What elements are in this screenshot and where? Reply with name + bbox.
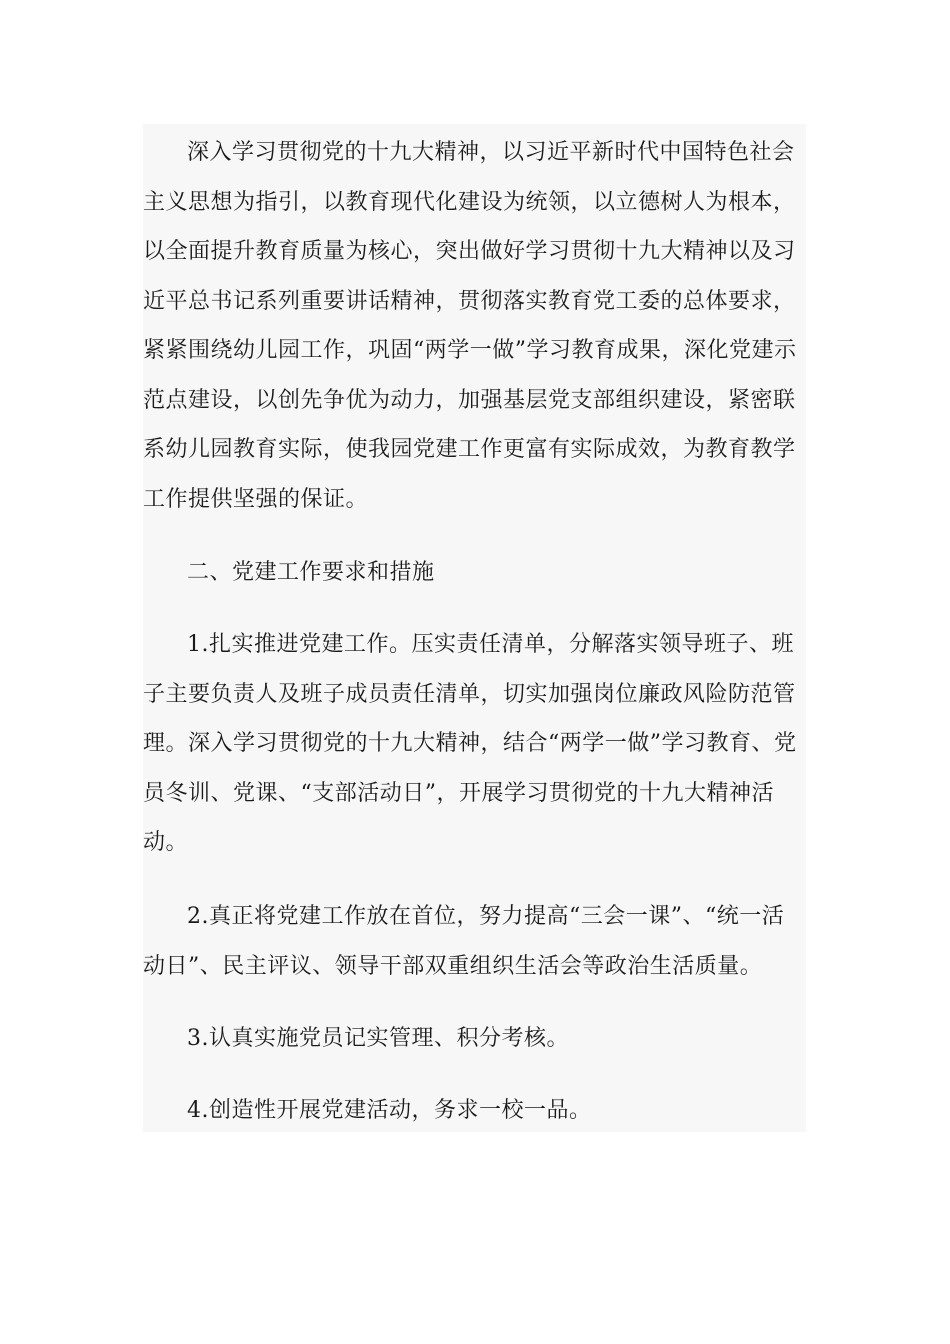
document-body (143, 124, 806, 1132)
section-heading-requirements: 二、党建工作要求和措施 (187, 560, 435, 585)
paragraph-item-3: 3.认真实施党员记实管理、积分考核。 (187, 1026, 569, 1051)
paragraph-item-1: 1.扎实推进党建工作。压实责任清单，分解落实领导班子、班子主要负责人及班子成员责任清单，切实加强岗位廉政风险防范管理。深入学习贯彻党的十九大精神，结合“两学一做”学习教育、党员冬训、党课、“支部活动日”，开展学习贯彻党的十九大精神活动。 (143, 632, 797, 855)
paragraph-item-2: 2.真正将党建工作放在首位，努力提高“三会一课”、“统一活动日”、民主评议、领导干部双重组织生活会等政治生活质量。 (143, 904, 785, 979)
paragraph-item-4: 4.创造性开展党建活动，务求一校一品。 (187, 1098, 592, 1123)
paragraph-guiding-ideology: 深入学习贯彻党的十九大精神，以习近平新时代中国特色社会主义思想为指引，以教育现代化建设为统领，以立德树人为根本，以全面提升教育质量为核心，突出做好学习贯彻十九大精神以及习近平总书记系列重要讲话精神，贯彻落实教育党工委的总体要求，紧紧围绕幼儿园工作，巩固“两学一做”学习教育成果，深化党建示范点建设，以创先争优为动力，加强基层党支部组织建设，紧密联系幼儿园教育实际，使我园党建工作更富有实际成效，为教育教学工作提供坚强的保证。 (143, 140, 797, 512)
